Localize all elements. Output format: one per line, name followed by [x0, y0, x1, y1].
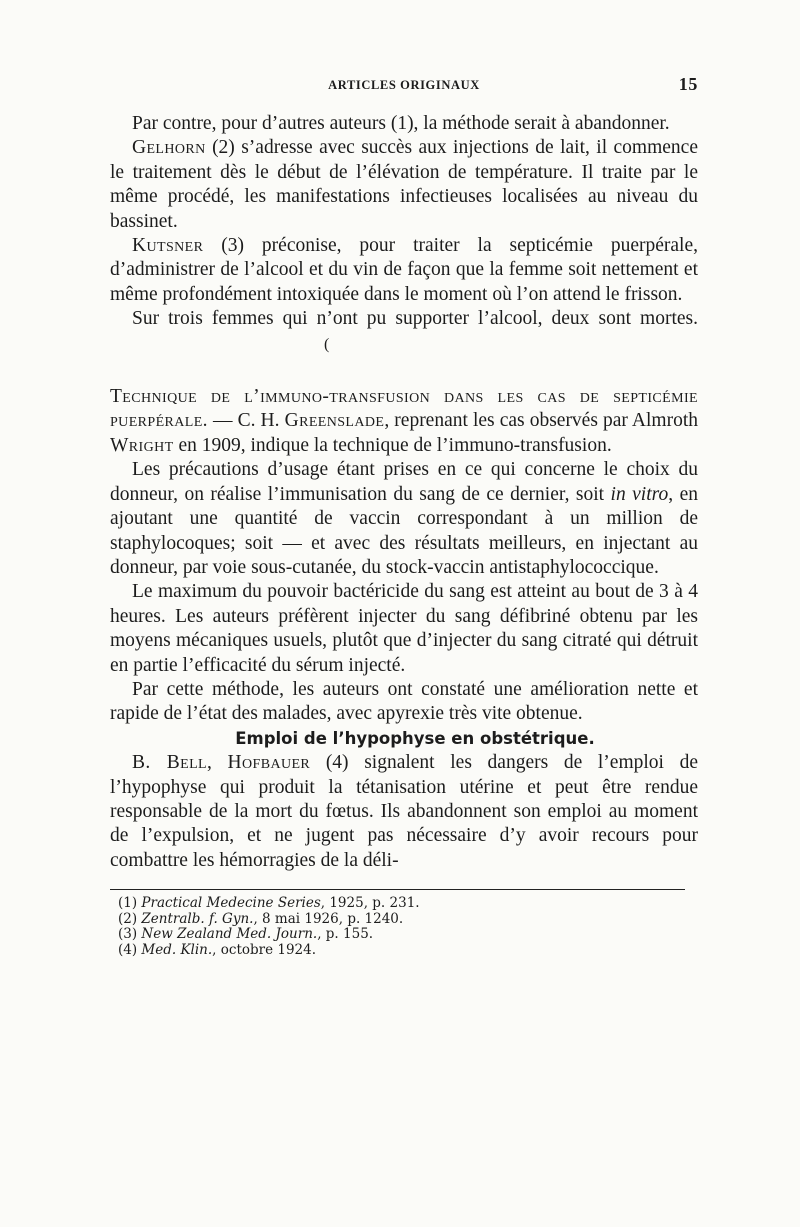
paragraph: Par contre, pour d’autres auteurs (1), la méthode serait à abandonner.	[132, 113, 670, 134]
paragraph-text: (4) signalent les dangers de l’emploi de l’hypophyse qui produit la tétanisation utérine et peut être rendue responsable de la mort du fœtus. Ils abandonnent son emploi au moment de l’expulsion, et ne jugent pas nécessaire d’y avoir recours pour combattre les hémorragies de la déli-	[110, 752, 699, 871]
paragraph	[110, 136, 698, 234]
paragraph-text: Sur trois femmes qui n’ont pu supporter l’alcool, deux sont mortes.	[132, 308, 698, 330]
author-name: Hofbauer	[227, 752, 311, 774]
italic-term: in vitro	[610, 483, 669, 505]
footnote-detail: , 1925, p. 231.	[320, 895, 420, 912]
paragraph-text: Les précautions d’usage étant prises en ce qui concerne le choix du donneur, on réalise l’immunisation du sang de ce dernier, soit	[110, 459, 698, 505]
footnote-source: Med. Klin.	[141, 941, 213, 958]
author-name: B. Bell	[132, 752, 207, 774]
section-text: en 1909, indique la technique de l’immuno-transfusion.	[173, 434, 612, 456]
footnote-rule	[110, 889, 685, 890]
author-name: Greenslade	[284, 410, 385, 432]
paragraph	[110, 234, 698, 307]
page	[110, 74, 698, 958]
footnote-detail: , p. 155.	[317, 926, 374, 943]
paragraph-text: (2) s’adresse avec succès aux injections de lait, il commence le traitement dès le début de l’élévation de température. Il traite par le même procédé, les manifestations infectieuses localisées au niveau du bassinet.	[110, 137, 698, 232]
footnote	[118, 943, 698, 959]
footnote-number: (3)	[118, 926, 142, 943]
footnote	[118, 896, 698, 912]
author-name: Wright	[110, 434, 174, 456]
separator: ,	[207, 752, 228, 774]
paragraph	[110, 458, 698, 580]
running-title: ARTICLES ORIGINAUX	[328, 78, 480, 92]
footnote-source: Zentralb. f. Gyn.	[141, 910, 254, 927]
section-text: , reprenant les cas observés par Almroth	[384, 410, 698, 432]
footnote-source: Practical Medecine Series	[141, 895, 321, 912]
paragraph-text: (3) préconise, pour traiter la septicémie puerpérale, d’administrer de l’alcool et du vin de façon que la femme soit nettement et même profondément intoxiquée dans le moment où l’on attend le frisson.	[110, 235, 698, 305]
footnote-number: (1)	[118, 895, 142, 912]
footnote	[118, 927, 698, 943]
section-dash: — C. H.	[207, 410, 285, 432]
footnote	[118, 912, 698, 928]
page-number: 15	[678, 74, 698, 94]
paragraph-text: , en ajoutant une quantité de vaccin correspondant à un million de staphylocoques; soit — et avec des résultats meilleurs, en injectant au donneur, par voie sous-cutanée, du stock-vaccin antistaphylococcique.	[110, 483, 699, 578]
author-name: Kutsner	[132, 235, 204, 257]
footnote-source: New Zealand Med. Journ.	[141, 926, 318, 943]
footnotes	[118, 896, 698, 958]
paragraph	[110, 751, 698, 873]
running-header	[110, 74, 698, 102]
section-paragraph	[110, 385, 698, 458]
footnote-number: (2)	[118, 910, 142, 927]
paragraph	[110, 307, 698, 357]
footnote-number: (4)	[118, 941, 142, 958]
stray-mark: (	[324, 335, 330, 353]
section-heading: Technique de l’immuno-transfusion dans les cas de septicémie puerpérale.	[110, 386, 698, 432]
paragraph: Le maximum du pouvoir bactéricide du sang est atteint au bout de 3 à 4 heures. Les auteurs préfèrent injecter du sang défibriné obtenu par les moyens mécaniques usuels, plutôt que d’injecter du sang citraté qui détruit en partie l’efficacité du sérum injecté.	[110, 581, 698, 676]
spacer	[110, 357, 698, 385]
author-name: Gelhorn	[132, 137, 206, 159]
subheading: Emploi de l’hypophyse en obstétrique.	[235, 728, 595, 748]
footnote-detail: , 8 mai 1926, p. 1240.	[253, 910, 404, 927]
footnote-detail: , octobre 1924.	[212, 941, 317, 958]
paragraph: Par cette méthode, les auteurs ont constaté une amélioration nette et rapide de l’état des malades, avec apyrexie très vite obtenue.	[110, 678, 698, 725]
article-body	[110, 112, 698, 873]
